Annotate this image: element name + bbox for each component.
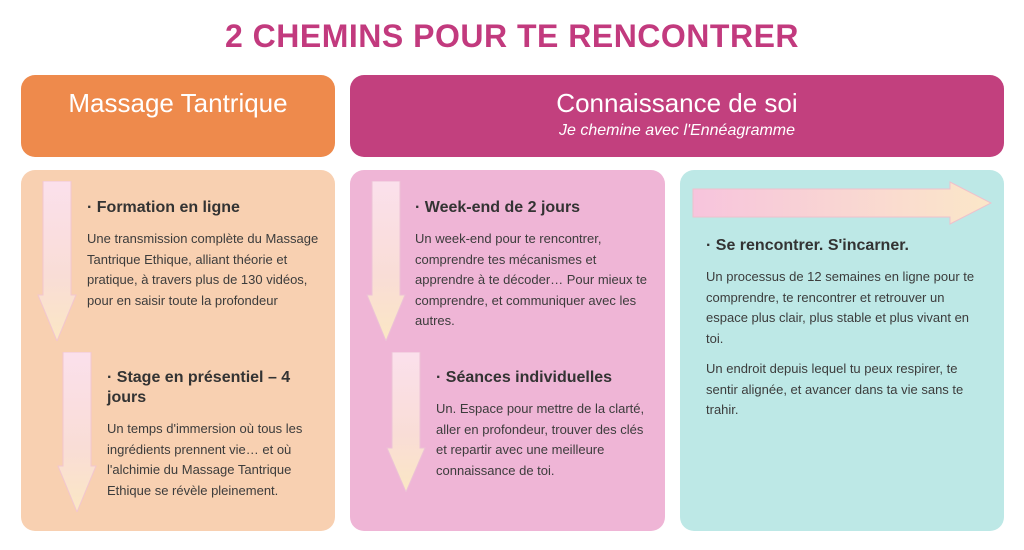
item-week-end [415, 198, 653, 332]
panel-massage [21, 170, 335, 531]
item-body: Un temps d'immersion où tous les ingrédients prennent vie… et où l'alchimie du Massage Tantrique Ethique se révèle pleinement. [107, 421, 303, 498]
item-body: Un. Espace pour mettre de la clarté, aller en profondeur, trouver des clés et repartir avec une meilleure connaissance de toi. [436, 401, 645, 478]
item-title: · Se rencontrer. S'incarner. [706, 237, 909, 254]
item-body: Une transmission complète du Massage Tantrique Ethique, alliant théorie et pratique, à travers plus de 130 vidéos, pour en saisir toute la profondeur [87, 231, 319, 308]
header-connaissance-subtitle: Je chemine avec l'Ennéagramme [558, 122, 796, 139]
item-body-2: Un endroit depuis lequel tu peux respirer, te sentir alignée, et avancer dans ta vie sans te trahir. [706, 361, 964, 417]
page-title: 2 CHEMINS POUR TE RENCONTRER [224, 18, 800, 54]
item-title: · Formation en ligne [87, 199, 240, 216]
item-stage-presentiel [107, 368, 325, 501]
item-formation-en-ligne [87, 198, 323, 311]
down-arrow-icon [57, 352, 97, 512]
item-se-rencontrer [706, 236, 988, 421]
header-connaissance-de-soi [350, 75, 1004, 157]
item-body: Un processus de 12 semaines en ligne pour te comprendre, te rencontrer et retrouver un espace plus clair, plus stable et plus vivant en toi. [706, 269, 975, 346]
item-title: · Stage en présentiel – 4 jours [107, 369, 291, 406]
item-title: · Séances individuelles [436, 369, 613, 386]
header-massage-label: Massage Tantrique [68, 88, 288, 118]
panel-connaissance [350, 170, 665, 531]
down-arrow-icon [386, 352, 426, 492]
down-arrow-icon [366, 181, 406, 341]
item-body: Un week-end pour te rencontrer, comprendre tes mécanismes et apprendre à te décoder… Pour mieux te comprendre, et communiquer avec les autres. [415, 231, 647, 328]
item-title: · Week-end de 2 jours [415, 199, 581, 216]
down-arrow-icon [37, 181, 77, 341]
item-seances-individuelles [436, 368, 654, 481]
header-massage-tantrique [21, 75, 335, 157]
header-connaissance-label: Connaissance de soi [556, 88, 798, 118]
right-arrow-icon [692, 181, 992, 225]
panel-incarner [680, 170, 1004, 531]
